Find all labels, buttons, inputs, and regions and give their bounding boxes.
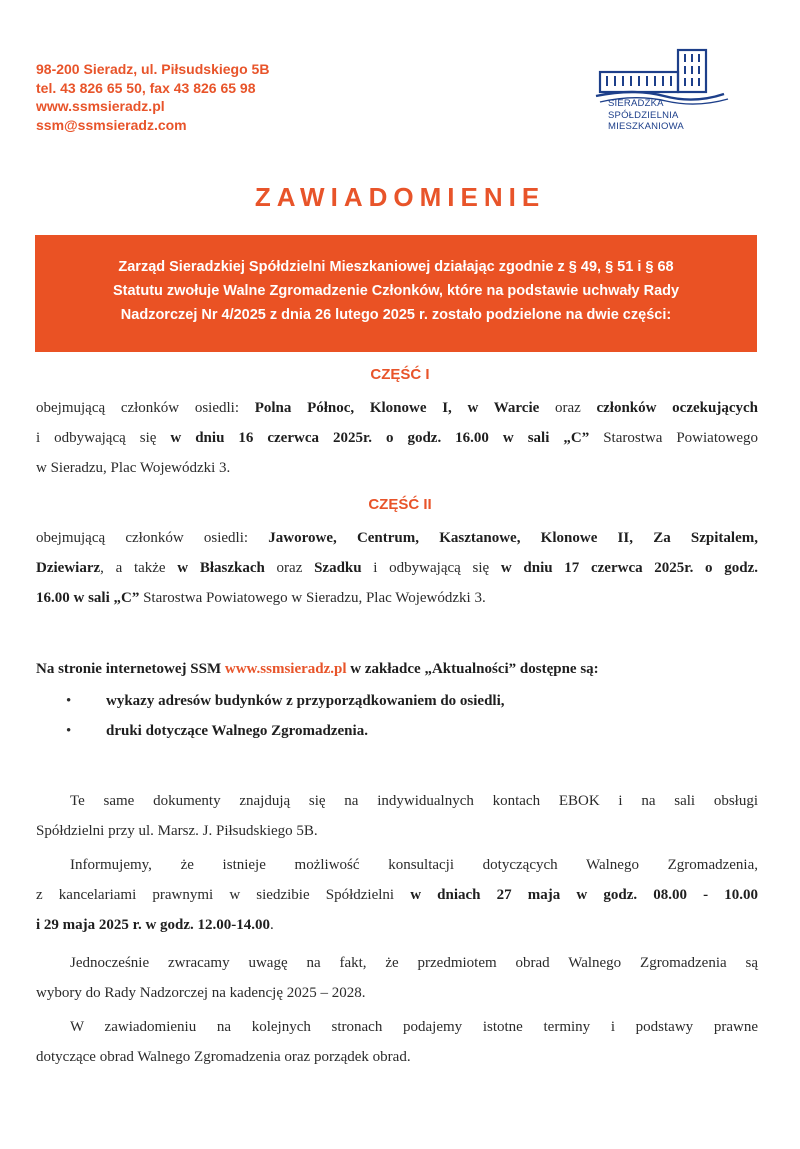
paragraph-line: Te same dokumenty znajdują się na indywidualnych kontach EBOK i na sali obsługi: [70, 793, 758, 809]
part-2-text: [36, 523, 758, 613]
banner-line-1: Zarząd Sieradzkiej Spółdzielni Mieszkaniowej działając zgodnie z § 49, § 51 i § 68: [118, 259, 674, 275]
document-title: ZAWIADOMIENIE: [254, 182, 546, 212]
list-item-text: wykazy adresów budynków z przyporządkowaniem do osiedli,: [106, 693, 505, 709]
meeting-time: 16.00 w sali „C”: [36, 590, 140, 606]
part-1-text: [36, 393, 758, 483]
paragraph-line: [36, 880, 758, 910]
logo-line-2: SPÓŁDZIELNIA: [608, 109, 679, 121]
text: oraz: [539, 400, 597, 416]
text: obejmującą członków osiedli:: [36, 400, 255, 416]
paragraph-line: Jednocześnie zwracamy uwagę na fakt, że przedmiotem obrad Walnego Zgromadzenia są: [70, 955, 758, 971]
estates-list: Polna Północ, Klonowe I, w Warcie: [254, 400, 540, 416]
part-2-line-3: [36, 583, 758, 613]
waiting-members: członków oczekujących: [596, 400, 758, 416]
consultation-date: i 29 maja 2025 r. w godz. 12.00-14.00: [36, 917, 271, 933]
paragraph-line: Spółdzielni przy ul. Marsz. J. Piłsudskiego 5B.: [36, 823, 318, 839]
ssm-logo: [594, 46, 734, 142]
paragraph-line: wybory do Rady Nadzorczej na kadencję 2025 – 2028.: [36, 985, 366, 1001]
text: Starostwa Powiatowego: [589, 430, 758, 446]
part-1-line-1: [36, 393, 758, 423]
banner-line-2: Statutu zwołuje Walne Zgromadzenie Członków, które na podstawie uchwały Rady: [112, 283, 680, 299]
bullet-icon: •: [66, 693, 72, 709]
estate: Szadku: [314, 560, 362, 576]
text: i odbywającą się: [361, 560, 501, 576]
text: , a także: [100, 560, 178, 576]
paragraph-ebok: [36, 786, 758, 846]
text: .: [270, 917, 274, 933]
email-link[interactable]: ssm@ssmsieradz.com: [36, 116, 187, 133]
website-note-line: [36, 654, 758, 684]
announcement-banner: [35, 235, 757, 352]
text: Na stronie internetowej SSM: [36, 661, 225, 677]
website-note: [36, 654, 758, 684]
text: w zakładce „Aktualności” dostępne są:: [346, 661, 599, 677]
logo-line-3: MIESZKANIOWA: [608, 121, 684, 132]
part-1-line-2: [36, 423, 758, 453]
bullet-icon: •: [66, 723, 72, 739]
text: i odbywającą się: [36, 430, 171, 446]
website-link[interactable]: www.ssmsieradz.pl: [36, 98, 165, 114]
paragraph-line: W zawiadomieniu na kolejnych stronach podajemy istotne terminy i podstawy prawne: [70, 1019, 758, 1035]
meeting-date: w dniu 17 czerwca 2025r. o godz.: [500, 560, 758, 576]
ssm-website-link[interactable]: www.ssmsieradz.pl: [224, 661, 347, 677]
part-2-line-1: [36, 523, 758, 553]
meeting-date: w dniu 16 czerwca 2025r. o godz. 16.00 w sali „C”: [170, 430, 590, 446]
list-item: [66, 686, 505, 716]
paragraph-consultation: [36, 850, 758, 940]
list-item-text: druki dotyczące Walnego Zgromadzenia.: [106, 723, 368, 739]
building-logo-icon: [594, 46, 734, 106]
estate: w Błaszkach: [177, 560, 265, 576]
part-1-heading: CZĘŚĆ I: [370, 366, 430, 383]
part-1-line-3: w Sieradzu, Plac Wojewódzki 3.: [36, 460, 231, 476]
paragraph-line: [36, 910, 758, 940]
address: 98-200 Sieradz, ul. Piłsudskiego 5B: [36, 61, 270, 77]
contact-info: [36, 60, 269, 134]
consultation-date: w dniach 27 maja w godz. 08.00 - 10.00: [410, 887, 759, 903]
paragraph-next-pages: [36, 1012, 758, 1072]
text: z kancelariami prawnymi w siedzibie Spółdzielni: [36, 887, 411, 903]
text: obejmującą członków osiedli:: [36, 530, 269, 546]
logo-text: [608, 98, 684, 133]
paragraph-elections: [36, 948, 758, 1008]
part-2-line-2: [36, 553, 758, 583]
paragraph-line: Informujemy, że istnieje możliwość konsultacji dotyczących Walnego Zgromadzenia,: [70, 857, 758, 873]
text: Starostwa Powiatowego w Sieradzu, Plac Wojewódzki 3.: [139, 590, 486, 606]
text: oraz: [264, 560, 315, 576]
logo-line-1: SIERADZKA: [608, 98, 664, 109]
estate: Dziewiarz: [36, 560, 101, 576]
phone-fax: tel. 43 826 65 50, fax 43 826 65 98: [36, 79, 256, 96]
estates-list: Jaworowe, Centrum, Kasztanowe, Klonowe II, Za Szpitalem,: [268, 530, 758, 546]
part-2-heading: CZĘŚĆ II: [368, 496, 432, 513]
documents-list: [66, 686, 505, 746]
paragraph-line: dotyczące obrad Walnego Zgromadzenia oraz porządek obrad.: [36, 1049, 411, 1065]
list-item: [66, 716, 505, 746]
banner-line-3: Nadzorczej Nr 4/2025 z dnia 26 lutego 2025 r. zostało podzielone na dwie części:: [120, 307, 672, 323]
